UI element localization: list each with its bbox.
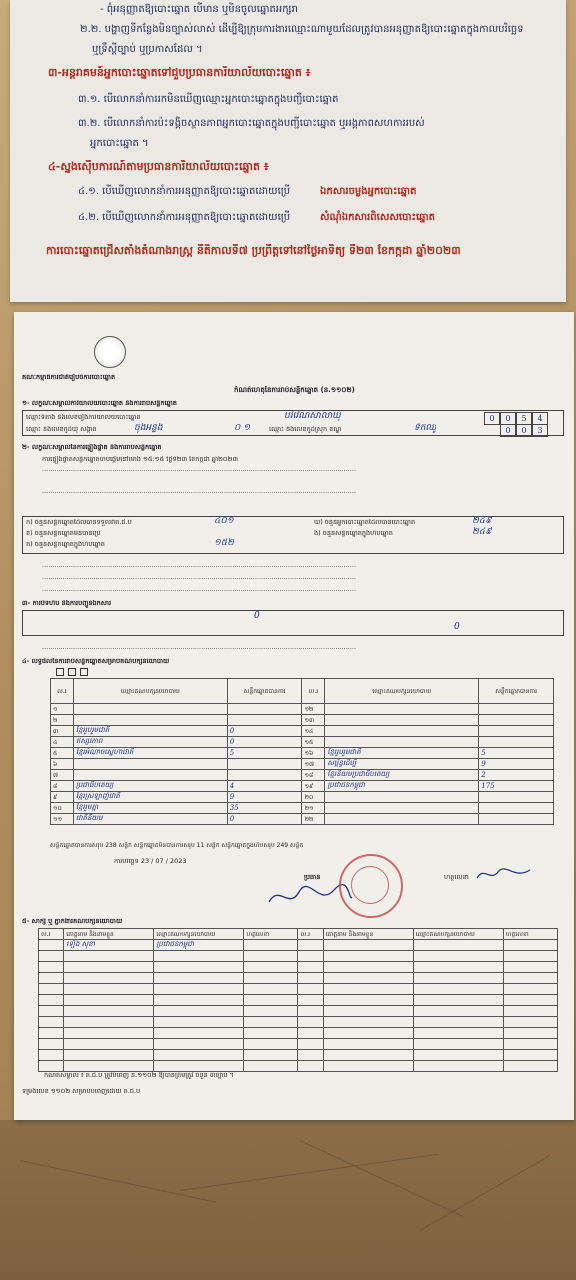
table-header: សន្លឹកឆ្នោតបានការ	[227, 679, 302, 704]
table-cell	[323, 984, 413, 995]
table-cell	[227, 704, 302, 715]
table-cell: 9	[227, 792, 302, 803]
table-cell	[479, 792, 554, 803]
table-cell	[323, 1017, 413, 1028]
table-cell	[298, 1050, 323, 1061]
table-cell: ៣	[51, 726, 74, 737]
table-cell: 0	[227, 814, 302, 825]
authority-name: គណៈកម្មាធិការជាតិរៀបចំការបោះឆ្នោត	[22, 374, 116, 381]
dotted-line: ........................................................................................................................................................	[42, 488, 357, 495]
table-row	[51, 748, 554, 759]
dotted-line: ........................................................................................................................................................	[42, 574, 357, 581]
table-cell	[154, 1050, 244, 1061]
table-cell	[39, 1039, 64, 1050]
table-cell: 2	[479, 770, 554, 781]
poster-line: ២.២. បង្ហាញទីកន្លែងមិនច្បាស់លាស់ ដើម្បីឱ្យក្រុមការងារឈ្មោះណាមួយដែលត្រូវបានអនុញ្ញាតឱ្យបោះឆ្នោតក្នុងកាលបរិច្ឆេទ	[80, 24, 524, 35]
table-cell	[413, 1006, 503, 1017]
table-cell	[244, 951, 298, 962]
table-row	[39, 1006, 558, 1017]
table-cell: ឥស្សរភាព	[73, 737, 227, 748]
table-cell: ខ្មែរស្រឡាញ់ជាតិ	[73, 792, 227, 803]
table-cell	[39, 1061, 64, 1072]
wall-lower-band	[0, 1120, 576, 1280]
row-c-label: គ) ចំនួនសន្លឹកឆ្នោតក្នុងហិបឆ្នោត	[26, 541, 105, 548]
table-cell	[39, 940, 64, 951]
table-row	[39, 1039, 558, 1050]
table-cell	[479, 704, 554, 715]
table-cell	[323, 1050, 413, 1061]
table-cell	[244, 1006, 298, 1017]
table-cell	[323, 973, 413, 984]
table-cell	[244, 973, 298, 984]
table-cell	[413, 940, 503, 951]
table-cell	[39, 1006, 64, 1017]
table-row	[51, 759, 554, 770]
poster-line: ៣.២. បើលោកនាំការប៉ះទង្គិចស្ថានភាពអ្នកបោះឆ្នោតក្នុងបញ្ជីបោះឆ្នោត ឬអង្គភាពសហការរបស់	[78, 118, 425, 129]
table-cell: ១១	[51, 814, 74, 825]
table-cell	[64, 973, 154, 984]
table-header: ល.រ	[39, 929, 64, 940]
table-cell	[413, 951, 503, 962]
table-row	[39, 951, 558, 962]
province-code-digit: 0	[516, 424, 532, 437]
table-cell	[244, 1061, 298, 1072]
table-cell	[298, 995, 323, 1006]
row-a-label: ក) ចំនួនសន្លឹកឆ្នោតដែលបានទទួលពីគ.ជ.ប	[26, 519, 132, 526]
table-cell	[479, 715, 554, 726]
table-cell	[244, 1017, 298, 1028]
section-1-heading: ១- លក្ខណៈសម្គាល់ការិយាល័យបោះឆ្នោត និងការរាប់សន្លឹកឆ្នោត	[22, 400, 177, 407]
table-header: គោត្តនាម និងនាមខ្លួន	[64, 929, 154, 940]
table-row	[51, 704, 554, 715]
table-cell: ១០	[51, 803, 74, 814]
table-cell	[325, 715, 479, 726]
table-cell	[298, 984, 323, 995]
time-line: ការផ្ទៀងផ្ទាត់សន្លឹកឆ្នោតចាប់ផ្ដើមនៅម៉ោង ១៥:១៥ ថ្ងៃទី២៣ ខែកក្កដា ឆ្នាំ២០២៣	[42, 456, 238, 463]
table-cell: ១៥	[302, 737, 325, 748]
table-cell	[413, 995, 503, 1006]
table-cell: ជាតិនិយម	[73, 814, 227, 825]
date-line: ការបរិច្ឆេទ 23 / 07 / 2023	[114, 858, 187, 865]
table-cell	[413, 1061, 503, 1072]
table-cell: ៤	[51, 737, 74, 748]
table-header: ល.រ	[51, 679, 74, 704]
table-cell	[413, 1017, 503, 1028]
table-row	[39, 962, 558, 973]
table-cell	[39, 1050, 64, 1061]
poster-line: ៣.១. បើលោកនាំការរកមិនឃើញឈ្មោះអ្នកបោះឆ្នោតក្នុងបញ្ជីបោះឆ្នោត	[78, 94, 339, 105]
province-value: ទឹកឈូ	[414, 423, 437, 433]
row-b-value: ១៥២	[214, 538, 234, 548]
row-d-value: ២៤៩	[472, 516, 492, 526]
table-cell	[73, 759, 227, 770]
table-cell	[413, 1028, 503, 1039]
commune-label: ឈ្មោះ និងលេខកូដឃុំ សង្កាត់	[26, 426, 97, 433]
table-cell: 4	[227, 781, 302, 792]
table-header: គោត្តនាម និងនាមខ្លួន	[323, 929, 413, 940]
table-cell	[39, 1028, 64, 1039]
table-row	[39, 1061, 558, 1072]
table-cell: ២២	[302, 814, 325, 825]
table-cell	[154, 973, 244, 984]
table-cell	[323, 1006, 413, 1017]
official-stamp	[339, 854, 403, 918]
table-cell	[227, 715, 302, 726]
table-cell	[244, 1028, 298, 1039]
table-cell	[39, 973, 64, 984]
row-b-label: ខ) ចំនួនសន្លឹកឆ្នោតមិនបានប្រើ	[26, 530, 101, 537]
table-cell	[64, 984, 154, 995]
table-row	[51, 770, 554, 781]
poster-heading: ៣-អន្តរាគមន៍អ្នកបោះឆ្នោតទៅជួបប្រធានការិយាល័យបោះឆ្នោត ៖	[48, 66, 311, 79]
table-cell	[73, 704, 227, 715]
table-cell	[244, 962, 298, 973]
table-row	[39, 1017, 558, 1028]
row-e-value: ២៤៩	[472, 527, 492, 537]
table-row	[51, 803, 554, 814]
table-cell: ទៀង សុខា	[64, 940, 154, 951]
province-label: ឈ្មោះ និងលេខកូដស្រុក ខណ្ឌ	[269, 426, 342, 433]
table-cell	[413, 1050, 503, 1061]
table-cell	[154, 1017, 244, 1028]
poster-line: ៤.១. បើឃើញលោកនាំការអនុញ្ញាតឱ្យបោះឆ្នោតដោយប្រើ	[78, 186, 291, 197]
poster-quote: សំណុំឯកសារពិសេសបោះឆ្នោត	[320, 212, 435, 223]
table-cell	[325, 803, 479, 814]
table-row	[51, 715, 554, 726]
table-cell: ប្រជាធិបតេយ្យ	[73, 781, 227, 792]
table-cell	[244, 940, 298, 951]
table-cell	[503, 940, 557, 951]
table-cell	[298, 951, 323, 962]
table-cell	[64, 1017, 154, 1028]
table-cell	[323, 1039, 413, 1050]
table-cell	[325, 704, 479, 715]
office-value: បរិវេណសាលាឃុំ	[284, 411, 341, 421]
province-code-digit: 3	[532, 424, 548, 437]
witness-table	[38, 928, 558, 1072]
table-cell: ២១	[302, 803, 325, 814]
office-code-digit: 4	[532, 412, 548, 425]
table-row	[51, 814, 554, 825]
table-cell: ៩	[51, 792, 74, 803]
table-cell	[413, 1039, 503, 1050]
table-cell	[479, 814, 554, 825]
table-cell: ១	[51, 704, 74, 715]
table-cell: ៧	[51, 770, 74, 781]
table-cell	[325, 814, 479, 825]
table-row	[39, 984, 558, 995]
row-e-label: ង) ចំនួនសន្លឹកឆ្នោតក្នុងហិបឆ្នោត	[314, 530, 393, 537]
table-cell	[73, 715, 227, 726]
section-5-heading: ៥- សាក្សី ឬ ភ្នាក់ងារគណបក្សនយោបាយ	[22, 918, 123, 925]
table-row	[39, 973, 558, 984]
table-cell: ខ្មែរអំណាចស្នេហាជាតិ	[73, 748, 227, 759]
table-cell	[503, 995, 557, 1006]
table-cell	[323, 962, 413, 973]
table-cell	[154, 962, 244, 973]
table-cell	[413, 973, 503, 984]
table-cell	[39, 1017, 64, 1028]
district-code: ០ ១	[234, 423, 251, 433]
table-cell: ៦	[51, 759, 74, 770]
table-cell: ២	[51, 715, 74, 726]
table-cell	[298, 962, 323, 973]
table-cell: 5	[479, 748, 554, 759]
table-row	[51, 792, 554, 803]
table-cell: 9	[479, 759, 554, 770]
table-header: ឈ្មោះគណបក្សនយោបាយ	[73, 679, 227, 704]
table-cell: ខ្មែររួមគ្នា	[73, 803, 227, 814]
table-cell: ១៩	[302, 781, 325, 792]
table-cell	[298, 1006, 323, 1017]
table-header: ឈ្មោះគណបក្សនយោបាយ	[325, 679, 479, 704]
table-cell	[64, 995, 154, 1006]
poster-quote: ឯកសារចម្លងអ្នកបោះឆ្នោត	[320, 186, 417, 197]
table-cell	[413, 962, 503, 973]
table-row	[39, 1028, 558, 1039]
table-cell	[503, 1028, 557, 1039]
table-cell	[323, 1061, 413, 1072]
table-cell: ៥	[51, 748, 74, 759]
table-cell	[325, 737, 479, 748]
table-cell: ប្រជាជនកម្ពុជា	[325, 781, 479, 792]
president-label: ប្រធាន	[304, 874, 321, 881]
poster-line: អ្នកបោះឆ្នោត ។	[90, 138, 149, 149]
table-header: ឈ្មោះគណបក្សនយោបាយ	[413, 929, 503, 940]
table-cell	[39, 984, 64, 995]
table-cell	[154, 984, 244, 995]
table-header: ហត្ថលេខា	[503, 929, 557, 940]
table-cell	[154, 1006, 244, 1017]
row-a-value: ៤០១	[214, 516, 234, 526]
footer-form-id: ទម្រង់លេខ ១១០២ សម្រាប់បំពេញដោយ គ.ជ.ប	[22, 1088, 141, 1095]
table-cell: ១៨	[302, 770, 325, 781]
table-cell: ១៦	[302, 748, 325, 759]
table-cell	[154, 951, 244, 962]
table-row	[39, 995, 558, 1006]
closure-value: 0	[254, 611, 260, 621]
poster-heading: ៤-ស្នងស៊ើបការណ៍តាមប្រធានការិយាល័យបោះឆ្នោត ៖	[48, 160, 269, 173]
table-cell: 0	[227, 726, 302, 737]
table-cell	[64, 962, 154, 973]
table-cell: ២០	[302, 792, 325, 803]
table-row	[39, 940, 558, 951]
table-row	[51, 737, 554, 748]
table-header: ឈ្មោះគណបក្សនយោបាយ	[154, 929, 244, 940]
table-cell	[323, 1028, 413, 1039]
closure-value: 0	[454, 622, 460, 632]
table-header: ល.រ	[302, 679, 325, 704]
table-row	[51, 781, 554, 792]
table-cell: 5	[227, 748, 302, 759]
poster-line: - ពុំអនុញ្ញាតឱ្យបោះឆ្នោត បើមាន ឬមិនចូលឆ្នោតអក្សរា	[100, 4, 298, 15]
table-cell	[244, 1050, 298, 1061]
table-cell	[503, 1006, 557, 1017]
table-cell	[64, 1006, 154, 1017]
poster-line: ឬទ្រឹស្ដីច្បាប់ ឬប្រកាសដែល ។	[92, 44, 203, 55]
table-cell: ខ្មែររួបរួមជាតិ	[325, 748, 479, 759]
table-cell	[503, 1039, 557, 1050]
vote-counting-record-form	[14, 312, 574, 1120]
table-cell: ១៣	[302, 715, 325, 726]
table-cell	[479, 726, 554, 737]
dotted-line: ........................................................................................................................................................	[42, 586, 357, 593]
voter-information-poster	[10, 0, 566, 302]
table-cell	[325, 726, 479, 737]
office-label: ឈ្មោះទីតាំង និងលេខរៀងការិយាល័យបោះឆ្នោត	[26, 414, 141, 421]
table-cell: ប្រជាជនកម្ពុជា	[154, 940, 244, 951]
commune-value: ចុងអន្ទង់	[134, 423, 163, 433]
table-cell	[479, 737, 554, 748]
table-cell	[64, 951, 154, 962]
table-cell	[244, 984, 298, 995]
table-cell	[413, 984, 503, 995]
table-cell	[154, 1039, 244, 1050]
handwritten-signature	[474, 864, 534, 884]
table-cell	[298, 1039, 323, 1050]
table-cell	[64, 1039, 154, 1050]
table-cell	[503, 951, 557, 962]
section-2-heading: ២- លក្ខណៈសម្គាល់នៃការផ្ទៀងផ្ទាត់ និងការរាប់សន្លឹកឆ្នោត	[22, 444, 162, 451]
poster-line: ៤.២. បើឃើញលោកនាំការអនុញ្ញាតឱ្យបោះឆ្នោតដោយប្រើ	[78, 212, 291, 223]
table-cell: 35	[227, 803, 302, 814]
table-cell	[503, 1017, 557, 1028]
table-cell	[73, 770, 227, 781]
table-cell	[227, 759, 302, 770]
table-cell	[298, 1017, 323, 1028]
table-cell	[298, 973, 323, 984]
table-cell	[503, 1061, 557, 1072]
table-cell	[39, 962, 64, 973]
dotted-line: ........................................................................................................................................................	[42, 466, 357, 473]
office-code-digit: 0	[484, 412, 500, 425]
section-3-heading: ៣- ការបិទហិប និងការបញ្ជូនឯកសារ	[22, 600, 112, 607]
table-cell: ខ្មែរនិយមប្រជាធិបតេយ្យ	[325, 770, 479, 781]
closure-box	[22, 610, 564, 636]
office-code-digit: 5	[516, 412, 532, 425]
table-cell	[298, 940, 323, 951]
table-header: ល.រ	[298, 929, 323, 940]
table-cell: ១៤	[302, 726, 325, 737]
results-table	[50, 678, 554, 825]
table-cell	[64, 1028, 154, 1039]
table-cell	[64, 1061, 154, 1072]
table-cell	[39, 995, 64, 1006]
section-4-heading: ៤- លទ្ធផលនៃការរាប់សន្លឹកឆ្នោតសម្រាប់គណបក្សនយោបាយ	[22, 658, 170, 665]
table-cell	[323, 995, 413, 1006]
table-cell	[325, 792, 479, 803]
table-cell	[503, 984, 557, 995]
table-cell	[298, 1061, 323, 1072]
table-cell	[503, 962, 557, 973]
totals-line: សន្លឹកឆ្នោតបានការសរុប 238 សន្លឹក សន្លឹកឆ្នោតមិនបានការសរុប 11 សន្លឹក សន្លឹកឆ្នោតក្នុងហិបសរុប 249 សន្លឹក	[50, 842, 304, 849]
signature-label: ហត្ថលេខា	[444, 874, 469, 881]
table-cell	[298, 1028, 323, 1039]
table-cell	[154, 1028, 244, 1039]
table-cell	[503, 1050, 557, 1061]
table-row	[51, 726, 554, 737]
table-cell: 175	[479, 781, 554, 792]
table-header: សន្លឹកឆ្នោតបានការ	[479, 679, 554, 704]
row-d-label: ឃ) ចំនួនអ្នកបោះឆ្នោតដែលបានបោះឆ្នោត	[314, 519, 416, 526]
table-cell	[64, 1050, 154, 1061]
poster-election-date: ការបោះឆ្នោតជ្រើសតាំងតំណាងរាស្ត្រ នីតិកាលទី៧ ប្រព្រឹត្តទៅនៅថ្ងៃអាទិត្យ ទី២៣ ខែកក្កដា ឆ្នាំ២០២៣	[46, 244, 461, 257]
table-cell	[39, 951, 64, 962]
table-cell: សម្ព័ន្ធដើម្បី	[325, 759, 479, 770]
table-cell	[323, 940, 413, 951]
nec-seal-logo	[94, 336, 126, 368]
table-cell: ១២	[302, 704, 325, 715]
table-cell	[323, 951, 413, 962]
table-cell	[503, 973, 557, 984]
table-cell	[244, 1039, 298, 1050]
table-cell	[227, 770, 302, 781]
table-cell: ៨	[51, 781, 74, 792]
table-cell: ខ្មែររួបរួមជាតិ	[73, 726, 227, 737]
table-cell	[479, 803, 554, 814]
dotted-line: ........................................................................................................................................................	[42, 562, 357, 569]
footer-note: កំណត់សម្គាល់ ៖ គ.ជ.ប ត្រូវបំពេញ ន.១១០២ ឱ្យបានត្រឹមត្រូវ ចំនួន ៣ច្បាប់ ។	[44, 1072, 234, 1079]
table-cell	[154, 1061, 244, 1072]
form-title: កំណត់ហេតុនៃការរាប់សន្លឹកឆ្នោត (ន.១១០២)	[234, 386, 355, 394]
table-cell	[244, 995, 298, 1006]
office-code-digit: 0	[500, 412, 516, 425]
province-code-digit: 0	[500, 424, 516, 437]
dotted-line: ........................................................................................................................................................	[42, 644, 357, 651]
table-header: ហត្ថលេខា	[244, 929, 298, 940]
table-row	[39, 1050, 558, 1061]
table-cell: ១៧	[302, 759, 325, 770]
table-cell	[154, 995, 244, 1006]
table-cell: 0	[227, 737, 302, 748]
